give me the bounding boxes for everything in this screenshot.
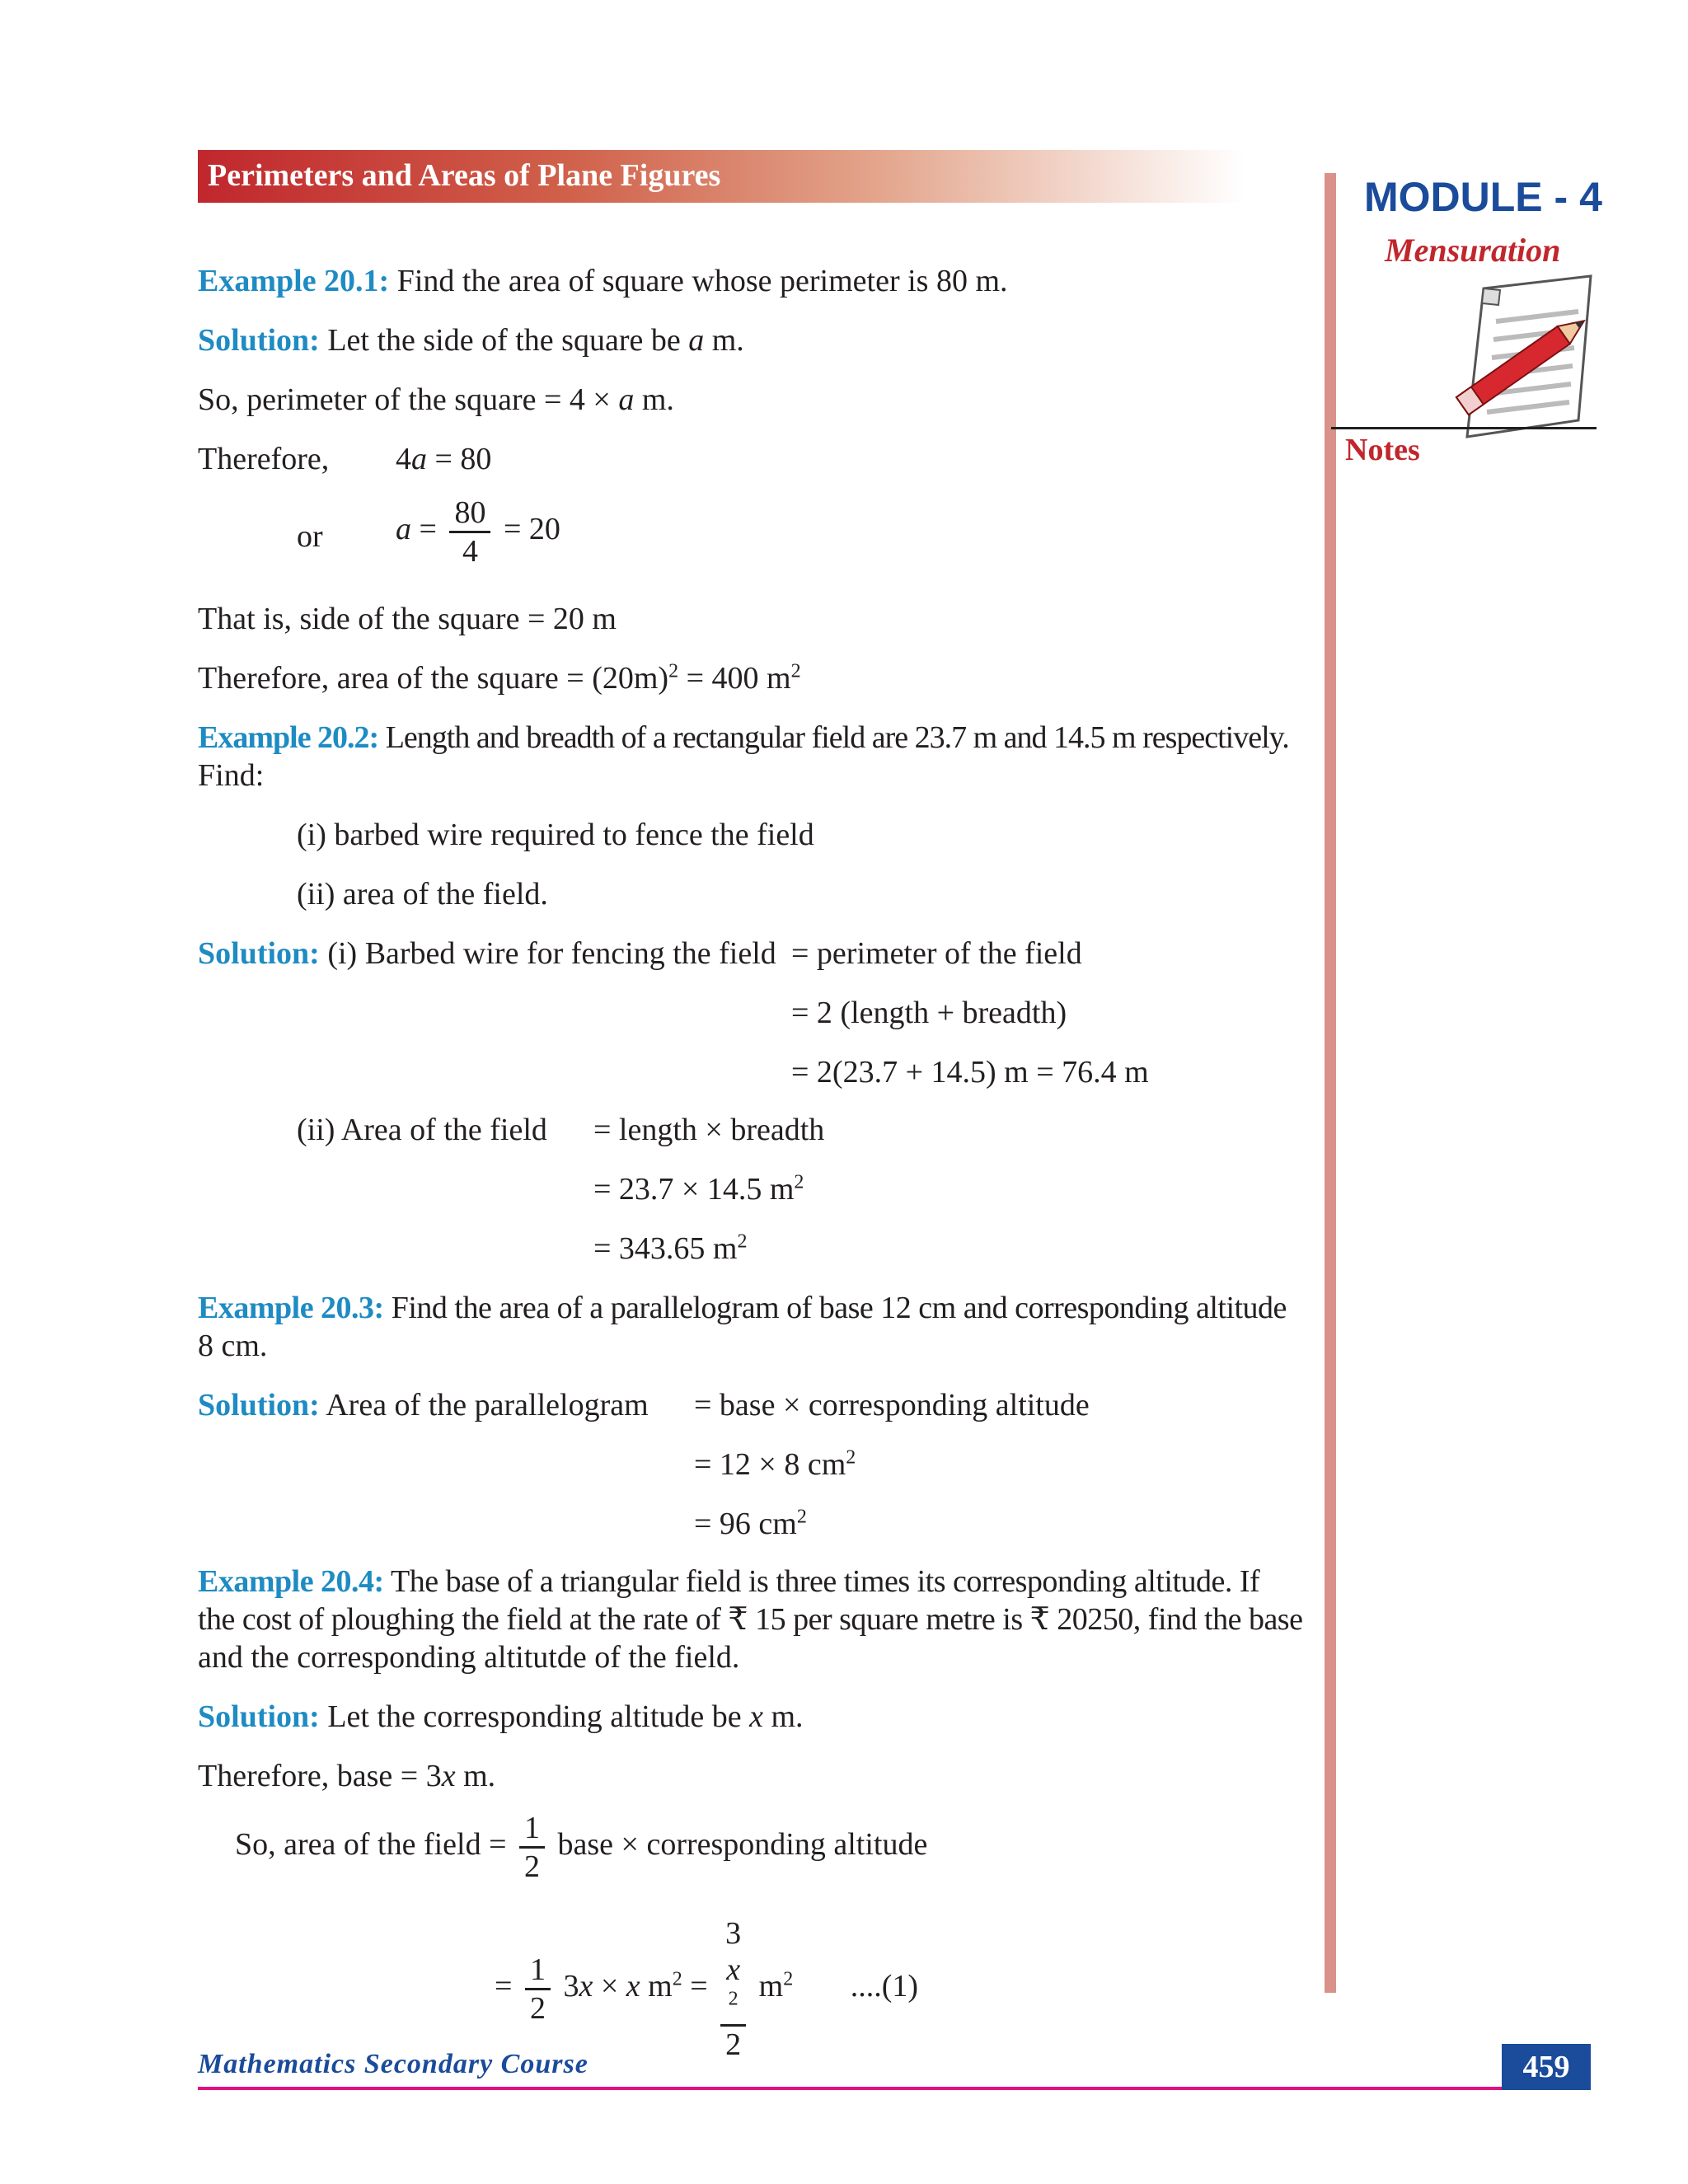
notes-label: Notes — [1345, 433, 1420, 467]
solution-label: Solution: — [198, 1699, 320, 1734]
question-item-2: (ii) area of the field. — [297, 877, 548, 912]
question-item-1: (i) barbed wire required to fence the field — [297, 818, 814, 852]
therefore-label: Therefore, — [198, 442, 330, 476]
notes-divider — [1331, 427, 1597, 429]
example-label: Example 20.4: — [198, 1564, 384, 1599]
example-20-3-question-cont: 8 cm. — [198, 1329, 268, 1363]
example-20-4-question-cont: the cost of ploughing the field at the rate of ₹ 15 per square metre is ₹ 20250, find the base — [198, 1602, 1303, 1637]
footer-rule — [198, 2087, 1591, 2090]
example-20-2-solution-i: Solution: (i) Barbed wire for fencing the field — [198, 936, 776, 971]
equation-line: = base × corresponding altitude — [694, 1388, 1090, 1422]
solution-ii-label: (ii) Area of the field — [297, 1113, 547, 1147]
equation-a-fraction: a = $\frac{80}{4}$ = 20 — [396, 495, 560, 569]
area-formula-line: So, area of the field = $\frac{1}{2}$ base × corresponding altitude — [235, 1811, 928, 1884]
example-20-4-question-cont: and the corresponding altitutde of the field. — [198, 1640, 740, 1675]
example-20-3-question: Example 20.3: Find the area of a parallelogram of base 12 cm and corresponding altitude — [198, 1291, 1287, 1325]
or-label: or — [297, 519, 323, 554]
example-20-1-solution-line: Solution: Let the side of the square be a m. — [198, 323, 744, 358]
example-label: Example 20.2: — [198, 720, 379, 755]
example-20-1-question: Example 20.1: Find the area of square whose perimeter is 80 m. — [198, 264, 1008, 298]
fraction: $\frac{80}{4}$ — [449, 494, 490, 569]
side-result: That is, side of the square = 20 m — [198, 602, 617, 636]
page-number: 459 — [1502, 2044, 1591, 2090]
example-20-4-question: Example 20.4: The base of a triangular field is three times its corresponding altitude. If — [198, 1564, 1260, 1599]
example-label: Example 20.3: — [198, 1291, 384, 1325]
equation-line: = length × breadth — [593, 1113, 825, 1147]
fraction: $\frac{1}{2}$ — [525, 1952, 551, 2027]
area-result: Therefore, area of the square = $(20m)^2 = 400$ $m^2$ — [198, 660, 801, 696]
equation-line: = 343.65 $m^2$ — [593, 1230, 748, 1266]
example-20-2-question-cont: Find: — [198, 758, 265, 793]
equation-line: = 96 $cm^2$ — [694, 1506, 807, 1541]
equation-line: = perimeter of the field — [791, 936, 1082, 971]
example-label: Example 20.1: — [198, 264, 390, 298]
module-subtitle: Mensuration — [1385, 232, 1561, 269]
example-20-3-solution: Solution: Area of the parallelogram — [198, 1388, 649, 1422]
perimeter-line: So, perimeter of the square = 4 × a m. — [198, 382, 674, 417]
solution-label: Solution: — [198, 936, 320, 971]
example-20-2-question: Example 20.2: Length and breadth of a rectangular field are 23.7 m and 14.5 m respectively. — [198, 720, 1289, 755]
module-title: MODULE - 4 — [1364, 174, 1602, 220]
solution-label: Solution: — [198, 323, 320, 358]
equation-line: = 12 × 8 $cm^2$ — [694, 1446, 856, 1482]
solution-label: Solution: — [198, 1388, 320, 1422]
margin-rule — [1325, 173, 1336, 1993]
example-20-4-solution: Solution: Let the corresponding altitude be x m. — [198, 1699, 804, 1734]
equation-line: = 2 (length + breadth) — [791, 996, 1067, 1030]
fraction: 3 x $^2$ 2 — [720, 1915, 746, 2063]
base-line: Therefore, base = 3x m. — [198, 1759, 496, 1793]
area-calc-line: = $\frac{1}{2}$ 3x × x $m^2$ = 3 x $^2$ 2 $m^2$ ....(1) — [495, 1916, 918, 2062]
equation-line: = 23.7 × 14.5 $m^2$ — [593, 1171, 804, 1207]
chapter-title: Perimeters and Areas of Plane Figures — [208, 158, 721, 193]
footer-course-title: Mathematics Secondary Course — [198, 2049, 588, 2079]
notes-pencil-icon — [1434, 272, 1599, 449]
equation-line: = 2(23.7 + 14.5) m = 76.4 m — [791, 1055, 1149, 1090]
fraction: $\frac{1}{2}$ — [519, 1810, 545, 1885]
equation-4a: 4a = 80 — [396, 442, 492, 476]
